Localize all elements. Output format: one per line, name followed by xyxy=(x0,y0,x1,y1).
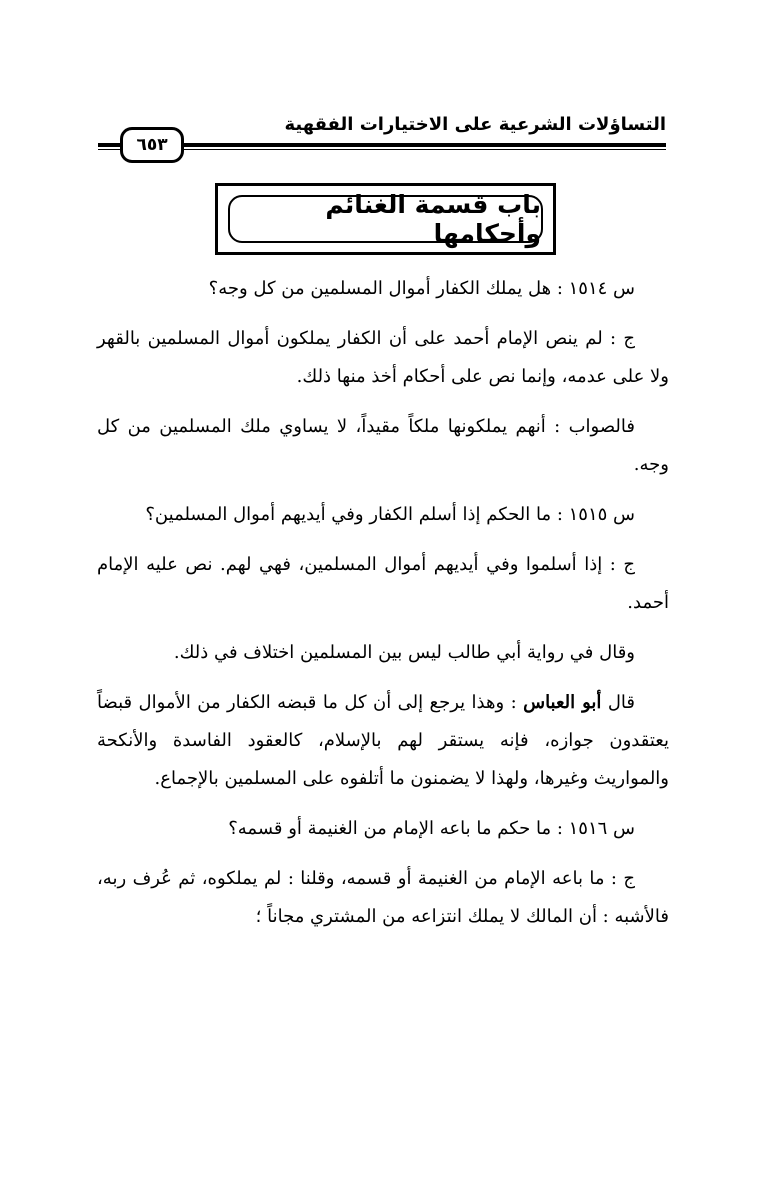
running-title: التساؤلات الشرعية على الاختيارات الفقهية xyxy=(284,114,666,135)
abul-abbas-text: : وهذا يرجع إلى أن كل ما قبضه الكفار من الأموال قبضاً يعتقدون جوازه، فإنه يستقر لهم بالإسلام، كالعقود الفاسدة والأنكحة والمواريث وغيرها، ولهذا لا يضمنون ما أتلفوه على المسلمين بالإجماع. xyxy=(97,692,669,789)
abu-talib-narration: وقال في رواية أبي طالب ليس بين المسلمين اختلاف في ذلك. xyxy=(173,642,635,663)
abul-abbas-name: أبو العباس xyxy=(523,692,602,713)
answer-1515: ج : إذا أسلموا وفي أيديهم أموال المسلمين، فهي لهم. نص عليه الإمام أحمد. xyxy=(97,554,669,613)
chapter-title-frame xyxy=(215,183,556,255)
abul-abbas-paragraph xyxy=(97,684,669,798)
answer-1514: ج : لم ينص الإمام أحمد على أن الكفار يملكون أموال المسلمين بالقهر ولا على عدمه، وإنما نص على أحكام أخذ منها ذلك. xyxy=(97,328,669,387)
question-1516: س ١٥١٦ : ما حكم ما باعه الإمام من الغنيمة أو قسمه؟ xyxy=(228,818,635,839)
answer-1516: ج : ما باعه الإمام من الغنيمة أو قسمه، وقلنا : لم يملكوه، ثم عُرف ربه، فالأشبه : أن المالك لا يملك انتزاعه من المشتري مجاناً ؛ xyxy=(97,868,669,927)
question-1514: س ١٥١٤ : هل يملك الكفار أموال المسلمين من كل وجه؟ xyxy=(208,278,635,299)
page-number: ٦٥٣ xyxy=(120,127,184,163)
abul-abbas-prefix: قال xyxy=(601,692,636,713)
page-header xyxy=(98,112,666,156)
chapter-title: باب قسمة الغنائم وأحكامها xyxy=(228,195,543,243)
body-text xyxy=(97,270,669,948)
question-1515: س ١٥١٥ : ما الحكم إذا أسلم الكفار وفي أيديهم أموال المسلمين؟ xyxy=(145,504,635,525)
correct-view-1514: فالصواب : أنهم يملكونها ملكاً مقيداً، لا يساوي ملك المسلمين من كل وجه. xyxy=(97,416,669,475)
